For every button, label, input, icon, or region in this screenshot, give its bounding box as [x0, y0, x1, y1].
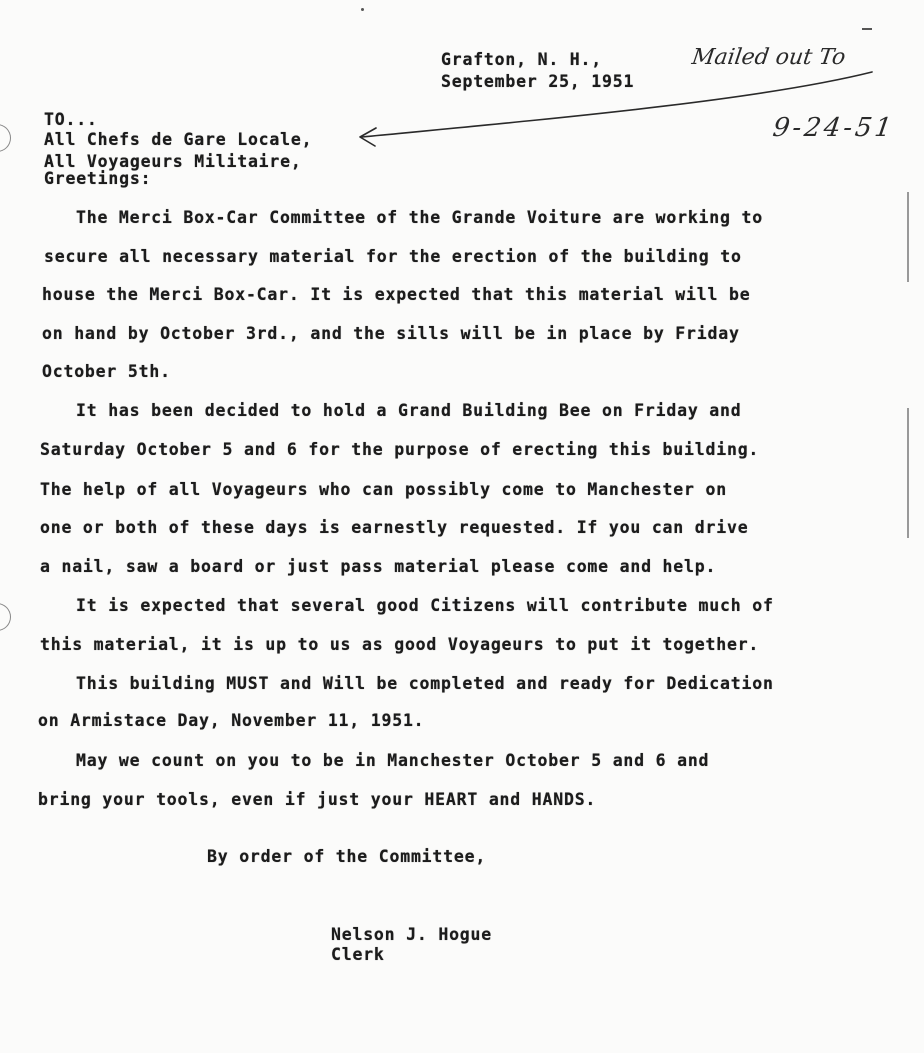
recipient-line-1: All Chefs de Gare Locale, — [44, 130, 313, 149]
body-line: It has been decided to hold a Grand Building Bee on Friday and — [76, 401, 742, 420]
body-line: one or both of these days is earnestly requested. If you can drive — [40, 518, 749, 537]
to-label: TO... — [44, 110, 98, 129]
body-line: a nail, saw a board or just pass material please come and help. — [40, 557, 717, 576]
body-line: It is expected that several good Citizens will contribute much of — [76, 596, 774, 615]
letter-place: Grafton, N. H., — [441, 50, 603, 69]
body-line: on Armistace Day, November 11, 1951. — [38, 711, 425, 730]
signer-name: Nelson J. Hogue — [331, 925, 493, 944]
body-line: May we count on you to be in Manchester October 5 and 6 and — [76, 751, 710, 770]
body-line: this material, it is up to us as good Voyageurs to put it together. — [40, 635, 760, 654]
signer-title: Clerk — [331, 945, 385, 964]
handwritten-mailed-note: Mailed out To — [690, 45, 848, 70]
body-line: Saturday October 5 and 6 for the purpose of erecting this building. — [40, 440, 760, 459]
greeting: Greetings: — [44, 169, 152, 188]
closing: By order of the Committee, — [207, 847, 487, 866]
body-line: October 5th. — [42, 362, 171, 381]
body-line: on hand by October 3rd., and the sills will be in place by Friday — [42, 324, 740, 343]
body-line: secure all necessary material for the erection of the building to — [44, 247, 742, 266]
body-line: The Merci Box-Car Committee of the Grande Voiture are working to — [76, 208, 763, 227]
body-line: house the Merci Box-Car. It is expected that this material will be — [42, 285, 751, 304]
body-line: The help of all Voyageurs who can possibly come to Manchester on — [40, 480, 727, 499]
handwritten-mailed-date: 9-24-51 — [770, 113, 897, 143]
letter-date: September 25, 1951 — [441, 72, 635, 91]
body-line: bring your tools, even if just your HEART and HANDS. — [38, 790, 597, 809]
body-line: This building MUST and Will be completed and ready for Dedication — [76, 674, 774, 693]
recipient-line-2: All Voyageurs Militaire, — [44, 152, 302, 171]
